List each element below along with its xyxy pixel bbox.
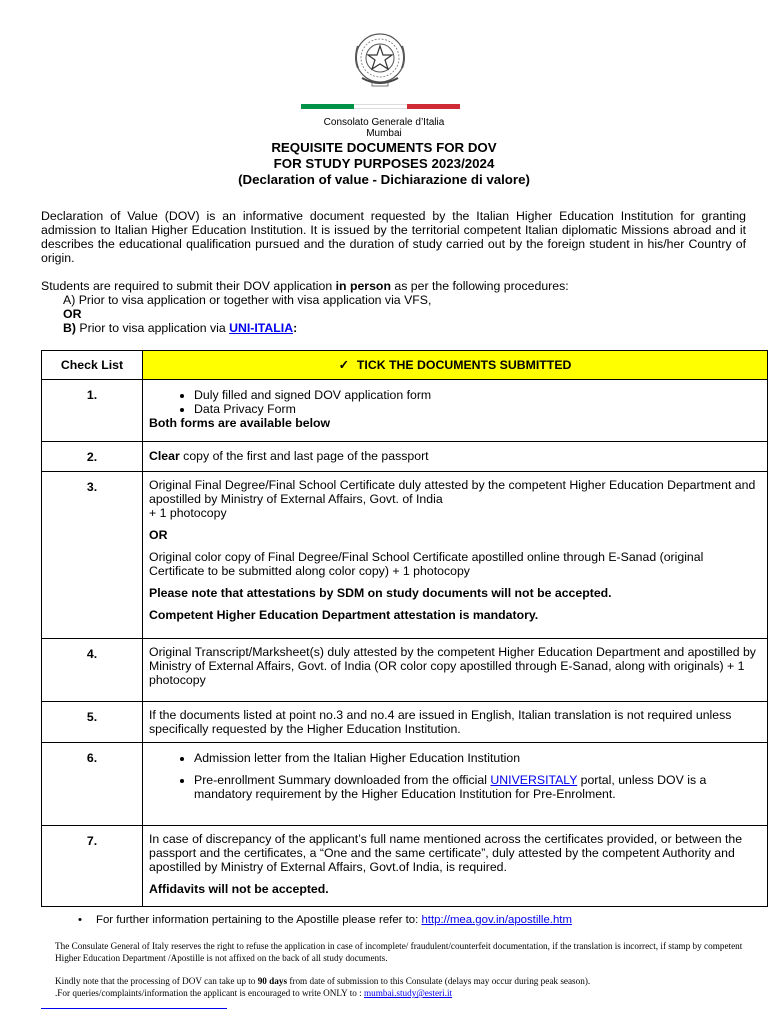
intro-paragraph: Declaration of Value (DOV) is an informative document requested by the Italian Higher Education Institution for granting admission to Italian Higher Education Institution. It is issued by the territorial competent Italian diplomatic Missions abroad and it describes the educational qualification pursued and the duration of study carried out by the foreign student in his/her Country of origin. xyxy=(41,209,746,265)
lead-text-end: as per the following procedures: xyxy=(390,279,569,293)
processing-time xyxy=(55,975,745,987)
title-line-1: REQUISITE DOCUMENTS FOR DOV xyxy=(271,140,497,155)
row-text: In case of discrepancy of the applicant’s full name mentioned across the certificates provided, or between the passport and the certificates, a “One and the same certificate”, duly attested by the competent Authority and apostilled by Ministry of External Affairs, Govt.of India, is required. xyxy=(149,832,743,874)
row-number: 5. xyxy=(42,702,143,743)
checkmark-icon: ✓ xyxy=(338,358,349,372)
processing-days: 90 days xyxy=(257,976,288,986)
uni-italia-link[interactable]: UNI-ITALIA xyxy=(229,321,294,335)
documents-checklist-table xyxy=(41,350,768,907)
consulate-label: Consolato Generale d’Italia xyxy=(323,117,445,128)
apostille-link[interactable]: http://mea.gov.in/apostille.htm xyxy=(421,914,572,926)
row-content xyxy=(143,472,768,639)
row-text: copy of the first and last page of the passport xyxy=(179,449,429,463)
table-row xyxy=(42,442,768,472)
table-header-row xyxy=(42,351,768,380)
page-title xyxy=(0,140,768,188)
option-b-colon: : xyxy=(293,321,298,335)
processing-text-end: from date of submission to this Consulate (delays may occur during peak season). xyxy=(287,976,591,986)
item-text-end: portal, unless DOV is a mandatory requirement by the Higher Education Institution for Pre-Enrolment. xyxy=(194,773,707,801)
bullet-list xyxy=(149,388,761,416)
flag-white xyxy=(354,104,407,109)
row-content xyxy=(143,380,768,442)
table-row xyxy=(42,472,768,639)
row-content xyxy=(143,743,768,826)
consulate-name xyxy=(0,117,768,139)
list-item: • Admission letter from the Italian Higher Education Institution xyxy=(194,751,761,765)
row-text: + 1 photocopy xyxy=(149,506,227,520)
option-a: A) Prior to visa application or together with visa application via VFS, xyxy=(63,293,432,307)
consulate-city: Mumbai xyxy=(366,128,402,139)
row-note: Please note that attestations by SDM on study documents will not be accepted. xyxy=(149,586,612,600)
table-row xyxy=(42,702,768,743)
row-note: Affidavits will not be accepted. xyxy=(149,882,329,896)
title-line-2: FOR STUDY PURPOSES 2023/2024 xyxy=(273,156,495,171)
tick-header xyxy=(143,351,768,380)
row-bold: Clear xyxy=(149,449,180,463)
title-line-3: (Declaration of value - Dichiarazione di valore) xyxy=(238,172,530,187)
tick-header-label: TICK THE DOCUMENTS SUBMITTED xyxy=(356,358,572,372)
row-number: 3. xyxy=(42,472,143,639)
option-or: OR xyxy=(63,307,82,321)
list-item: • Data Privacy Form xyxy=(194,402,761,416)
procedure-lead xyxy=(41,279,746,293)
list-item xyxy=(194,773,761,801)
row-text: Original color copy of Final Degree/Final School Certificate apostilled online through E-Sanad (original Certificate to be submitted along color copy) + 1 photocopy xyxy=(149,550,704,578)
item-text: Pre-enrollment Summary downloaded from the official xyxy=(194,773,491,787)
procedure-instructions xyxy=(41,279,746,335)
table-row xyxy=(42,639,768,702)
option-b-text: Prior to visa application via xyxy=(75,321,230,335)
apostille-text: For further information pertaining to the Apostille please refer to: xyxy=(96,914,422,926)
processing-note xyxy=(55,975,745,999)
row-number: 2. xyxy=(42,442,143,472)
contact-text: .For queries/complaints/information the applicant is encouraged to write ONLY to : xyxy=(55,988,364,998)
row-number: 4. xyxy=(42,639,143,702)
contact-email-link[interactable]: mumbai.study@esteri.it xyxy=(364,988,453,998)
row-number: 1. xyxy=(42,380,143,442)
row-content: Original Transcript/Marksheet(s) duly attested by the competent Higher Education Department and apostilled by Ministry of External Affairs, Govt. of India (OR color copy apostilled through E-Sanad, along with originals) + 1 photocopy xyxy=(143,639,768,702)
table-row xyxy=(42,380,768,442)
checklist-header: Check List xyxy=(42,351,143,380)
table-row xyxy=(42,826,768,907)
lead-text: Students are required to submit their DOV application xyxy=(41,279,336,293)
row-number: 6. xyxy=(42,743,143,826)
apostille-info xyxy=(78,914,572,926)
universitaly-link[interactable]: UNIVERSITALY xyxy=(490,773,578,787)
row-note: Competent Higher Education Department attestation is mandatory. xyxy=(149,608,539,622)
refusal-note: The Consulate General of Italy reserves the right to refuse the application in case of incomplete/ fraudulent/counterfeit documentation, if the translation is incorrect, if stamp by competent Higher Education Department /Apostille is not affixed on the back of all study documents. xyxy=(55,941,743,963)
processing-text: Kindly note that the processing of DOV can take up to xyxy=(55,976,258,986)
flag-red xyxy=(407,104,460,109)
italian-flag-stripe xyxy=(301,104,460,109)
contact-line xyxy=(55,987,745,999)
lead-bold: in person xyxy=(335,279,391,293)
row-note: Both forms are available below xyxy=(149,416,331,430)
row-or: OR xyxy=(149,528,168,542)
option-b-label: B) xyxy=(63,321,76,335)
row-content xyxy=(143,442,768,472)
footer-divider xyxy=(41,1008,227,1009)
flag-green xyxy=(301,104,354,109)
list-item: • Duly filled and signed DOV application form xyxy=(194,388,761,402)
bullet-list xyxy=(149,751,761,801)
italian-emblem-icon xyxy=(350,28,410,92)
row-content xyxy=(143,826,768,907)
bullet-icon: • xyxy=(78,914,82,926)
table-row xyxy=(42,743,768,826)
option-b xyxy=(41,321,746,335)
row-number: 7. xyxy=(42,826,143,907)
row-content: If the documents listed at point no.3 and no.4 are issued in English, Italian translation is not required unless specifically requested by the Higher Education Institution. xyxy=(143,702,768,743)
row-text: Original Final Degree/Final School Certificate duly attested by the competent Higher Education Department and apostilled by Ministry of External Affairs, Govt. of India xyxy=(149,478,756,506)
